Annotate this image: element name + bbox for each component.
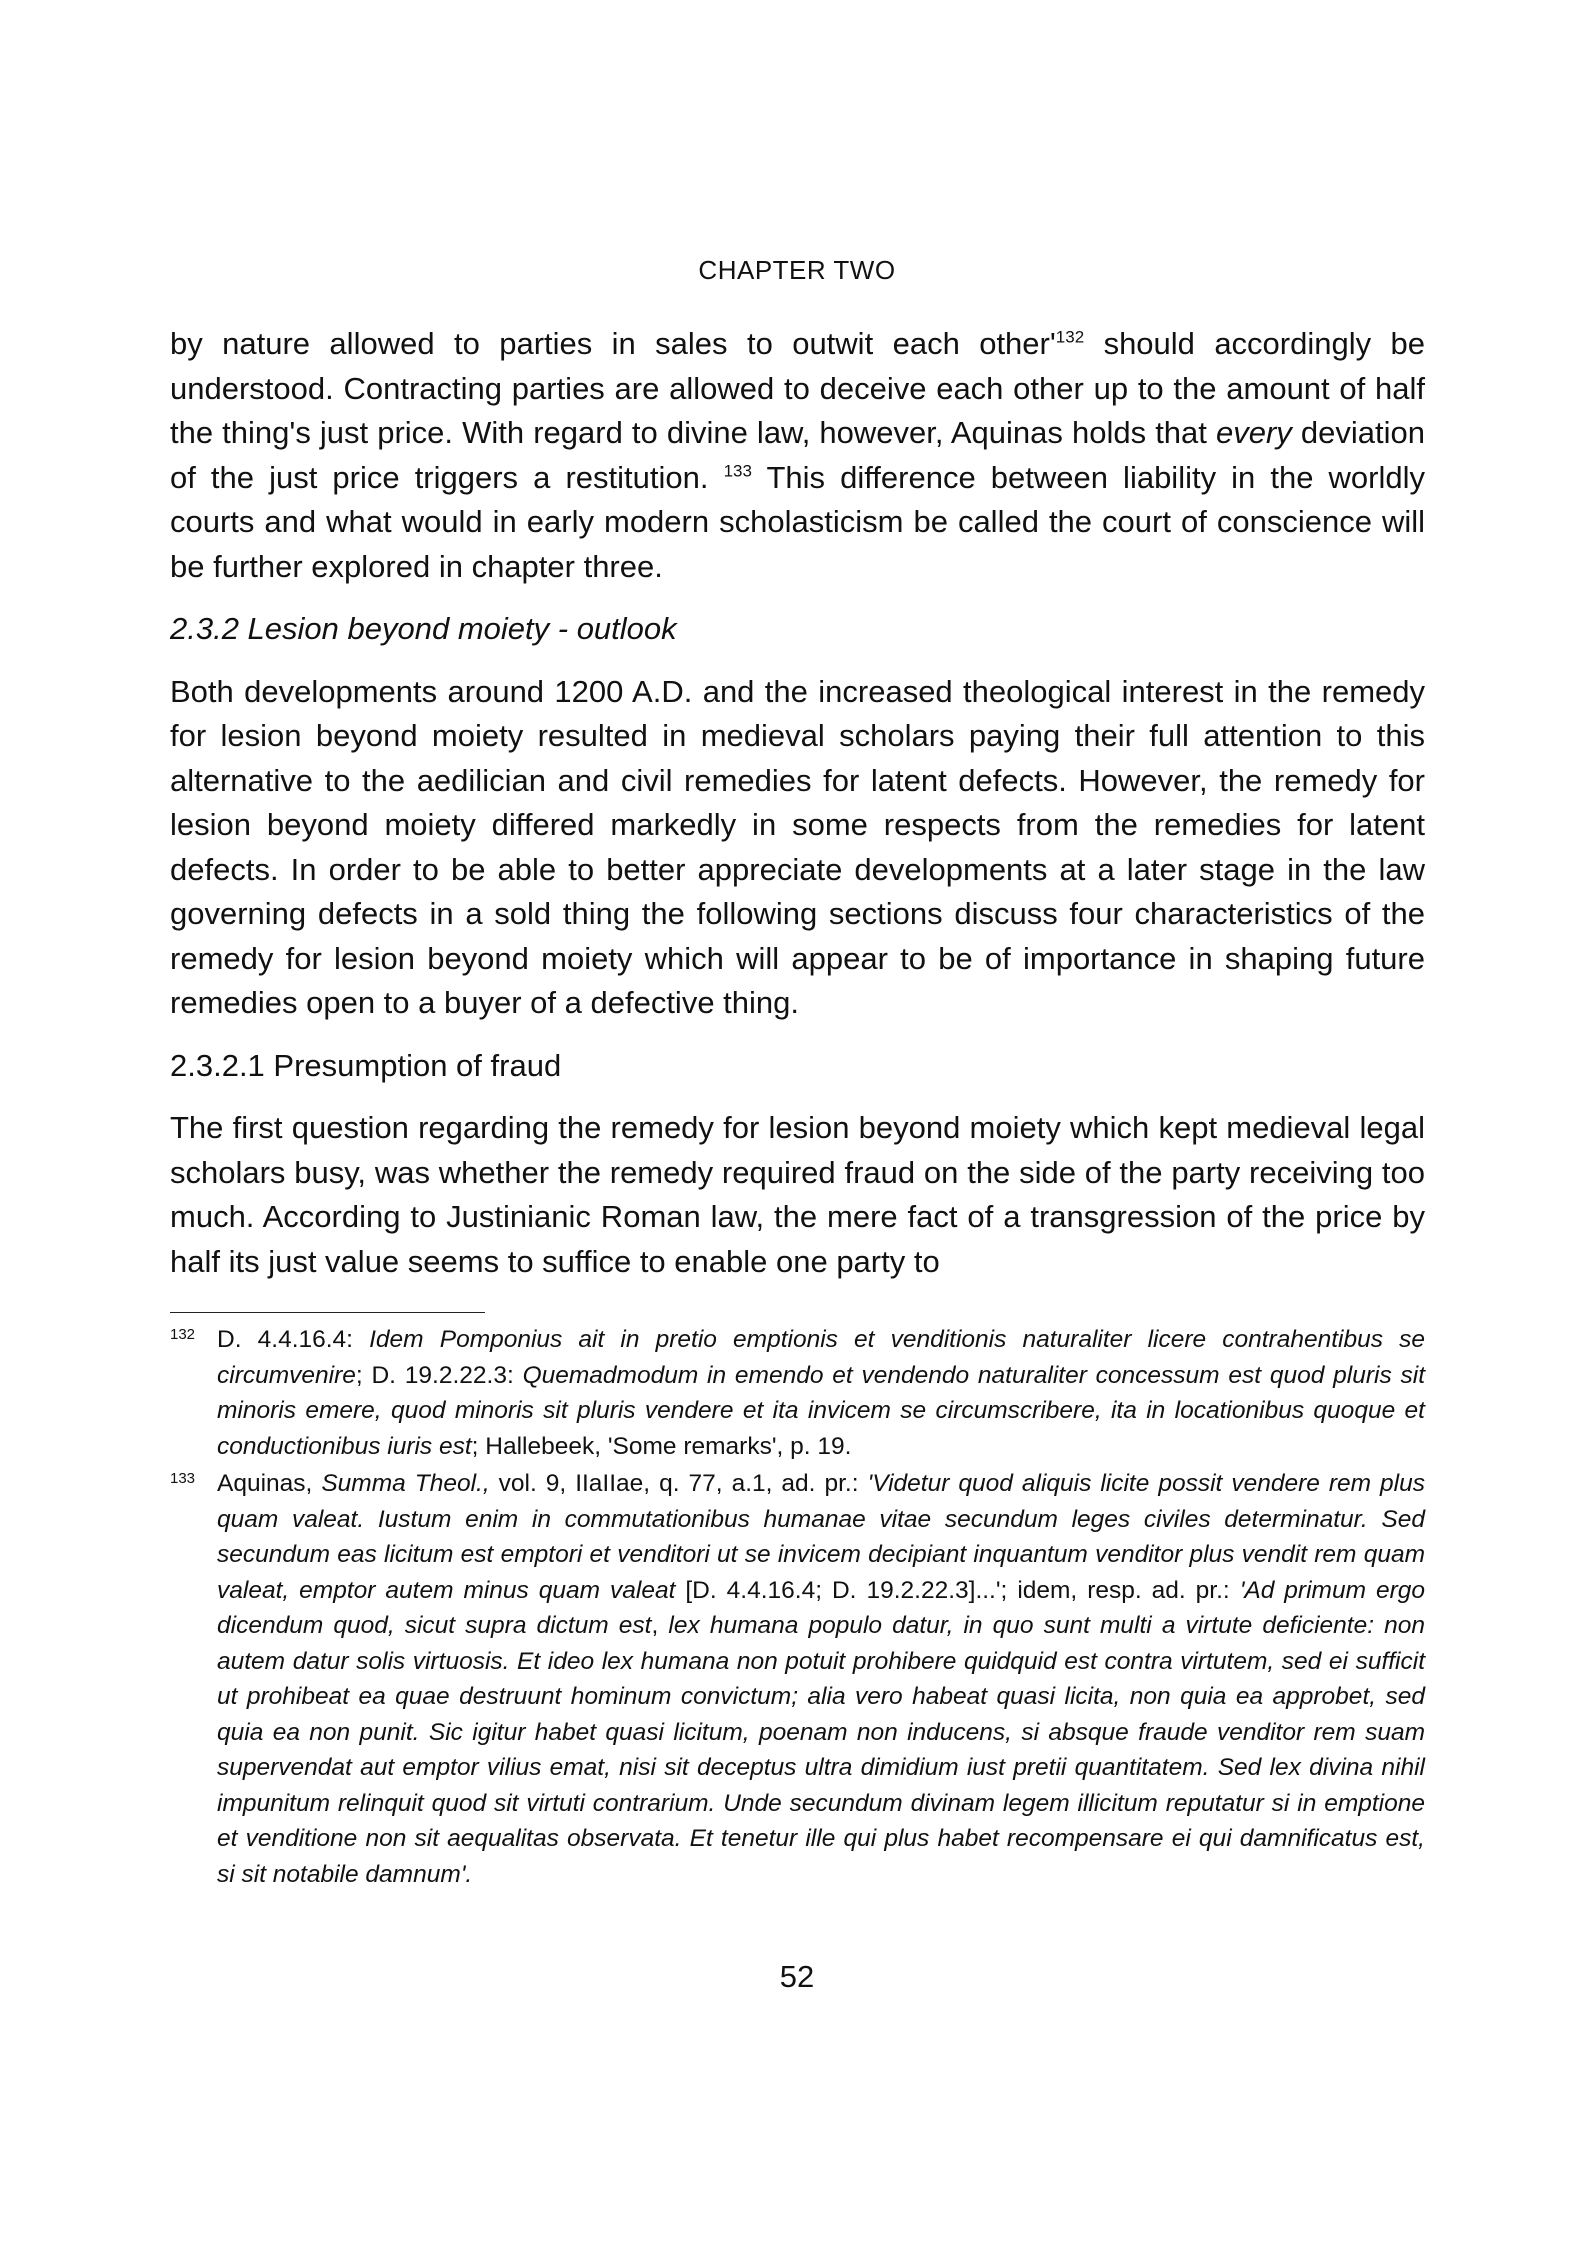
- footnote-divider: [170, 1312, 485, 1313]
- footnote-reference[interactable]: 132: [1055, 327, 1085, 347]
- footnote-text: vol. 9, IIaIIae, q. 77, a.1, ad. pr.:: [489, 1470, 868, 1497]
- footnote-text: Aquinas,: [217, 1470, 322, 1497]
- footnote-text: ; Hallebeek, 'Some remarks', p. 19.: [471, 1432, 852, 1460]
- paragraph: Both developments around 1200 A.D. and the increased theological interest in the remedy for lesion beyond moiety resulted in medieval scholars paying their full attention to this alternative to the aedilician and civil remedies for latent defects. However, the remedy for lesion beyond moiety differed markedly in some respects from the remedies for latent defects. In order to be able to better appreciate developments at a later stage in the law governing defects in a sold thing the following sections discuss four characteristics of the remedy for lesion beyond moiety which will appear to be of importance in shaping future remedies open to a buyer of a defective thing.: [170, 673, 1425, 1020]
- footnote-italic-text: Summa Theol.,: [321, 1470, 490, 1497]
- footnote: [170, 1466, 1425, 1892]
- page-number: 52: [779, 1959, 815, 1994]
- footnote: [170, 1322, 1425, 1464]
- paragraph-text: This difference between liability in the worldly courts and what would in early modern scholasticism be called the court of conscience will be further explored in chapter three.: [170, 459, 1426, 584]
- footnote-italic-text: Idem Pomponius ait in pretio emptionis et venditionis naturaliter licere contrahentibus se circumvenire: [217, 1326, 1425, 1389]
- footnote-text: ; D. 19.2.22.3:: [355, 1361, 523, 1389]
- footnote-text: D. 4.4.16.4:: [217, 1326, 370, 1353]
- footnote-italic-text: lex humana populo datur, in quo sunt multi a virtute deficiente: non autem datur solis virtuosis. Et ideo lex humana non potuit prohibere quidquid est contra virtutem, sed ei sufficit ut prohibeat ea quae destruunt hominum convictum; alia vero habeat quasi licita, non quia ea approbet, sed quia ea non punit. Sic igitur habet quasi licitum, poenam non inducens, si absque fraude venditor rem suam supervendat aut emptor vilius emat, nisi sit deceptus ultra dimidium iust pretii quantitatem. Sed lex divina nihil impunitum relinquit quod sit virtuti contrarium. Unde secundum divinam legem illicitum reputatur si in emptione et venditione non sit aequalitas observata. Et tenetur ille qui plus habet recompensare ei qui damnificatus est, si sit notabile damnum'.: [217, 1612, 1425, 1888]
- footnote-italic-text: 'Videtur quod aliquis licite possit vendere rem plus quam valeat. Iustum enim in commutationibus humanae vitae secundum leges civiles determinatur. Sed secundum eas licitum est emptori et venditori ut se invicem decipiant inquantum venditor plus vendit rem quam valeat, emptor autem minus quam valeat: [217, 1470, 1425, 1604]
- paragraph: The first question regarding the remedy for lesion beyond moiety which kept medieval legal scholars busy, was whether the remedy required fraud on the side of the party receiving too much. According to Justinianic Roman law, the mere fact of a transgression of the price by half its just value seems to suffice to enable one party to: [170, 1110, 1425, 1279]
- footnote-text: ,: [651, 1612, 669, 1639]
- paragraph-text: by nature allowed to parties in sales to outwit each other': [170, 326, 1056, 361]
- main-text: [170, 322, 1425, 1302]
- paragraph-text: should accordingly be understood. Contracting parties are allowed to deceive each other up to the amount of half the thing's just price. With regard to divine law, however, Aquinas holds that: [170, 326, 1426, 450]
- section-heading: 2.3.2 Lesion beyond moiety - outlook: [170, 611, 677, 646]
- footnote-number: 132: [170, 1326, 196, 1343]
- paragraph-text: deviation of the just price triggers a restitution.: [170, 415, 1425, 495]
- footnote-italic-text: Quemadmodum in emendo et vendendo naturaliter concessum est quod pluris sit minoris emere, quod minoris sit pluris vendere et ita invicem se circumscribere, ita in locationibus quoque et conductionibus iuris est: [217, 1361, 1425, 1460]
- footnote-reference[interactable]: 133: [723, 461, 752, 481]
- subsection-heading: 2.3.2.1 Presumption of fraud: [170, 1047, 562, 1083]
- footnote-number: 133: [170, 1470, 196, 1487]
- footnote-italic-text: 'Ad primum ergo dicendum quod, sicut supra dictum est: [217, 1576, 1425, 1639]
- paragraph: [170, 322, 1425, 589]
- footnotes: [170, 1322, 1425, 1894]
- running-head: CHAPTER TWO: [698, 255, 896, 285]
- footnote-text: [D. 4.4.16.4; D. 19.2.22.3]...'; idem, resp. ad. pr.:: [675, 1576, 1240, 1604]
- emphasis-text: every: [1215, 415, 1292, 450]
